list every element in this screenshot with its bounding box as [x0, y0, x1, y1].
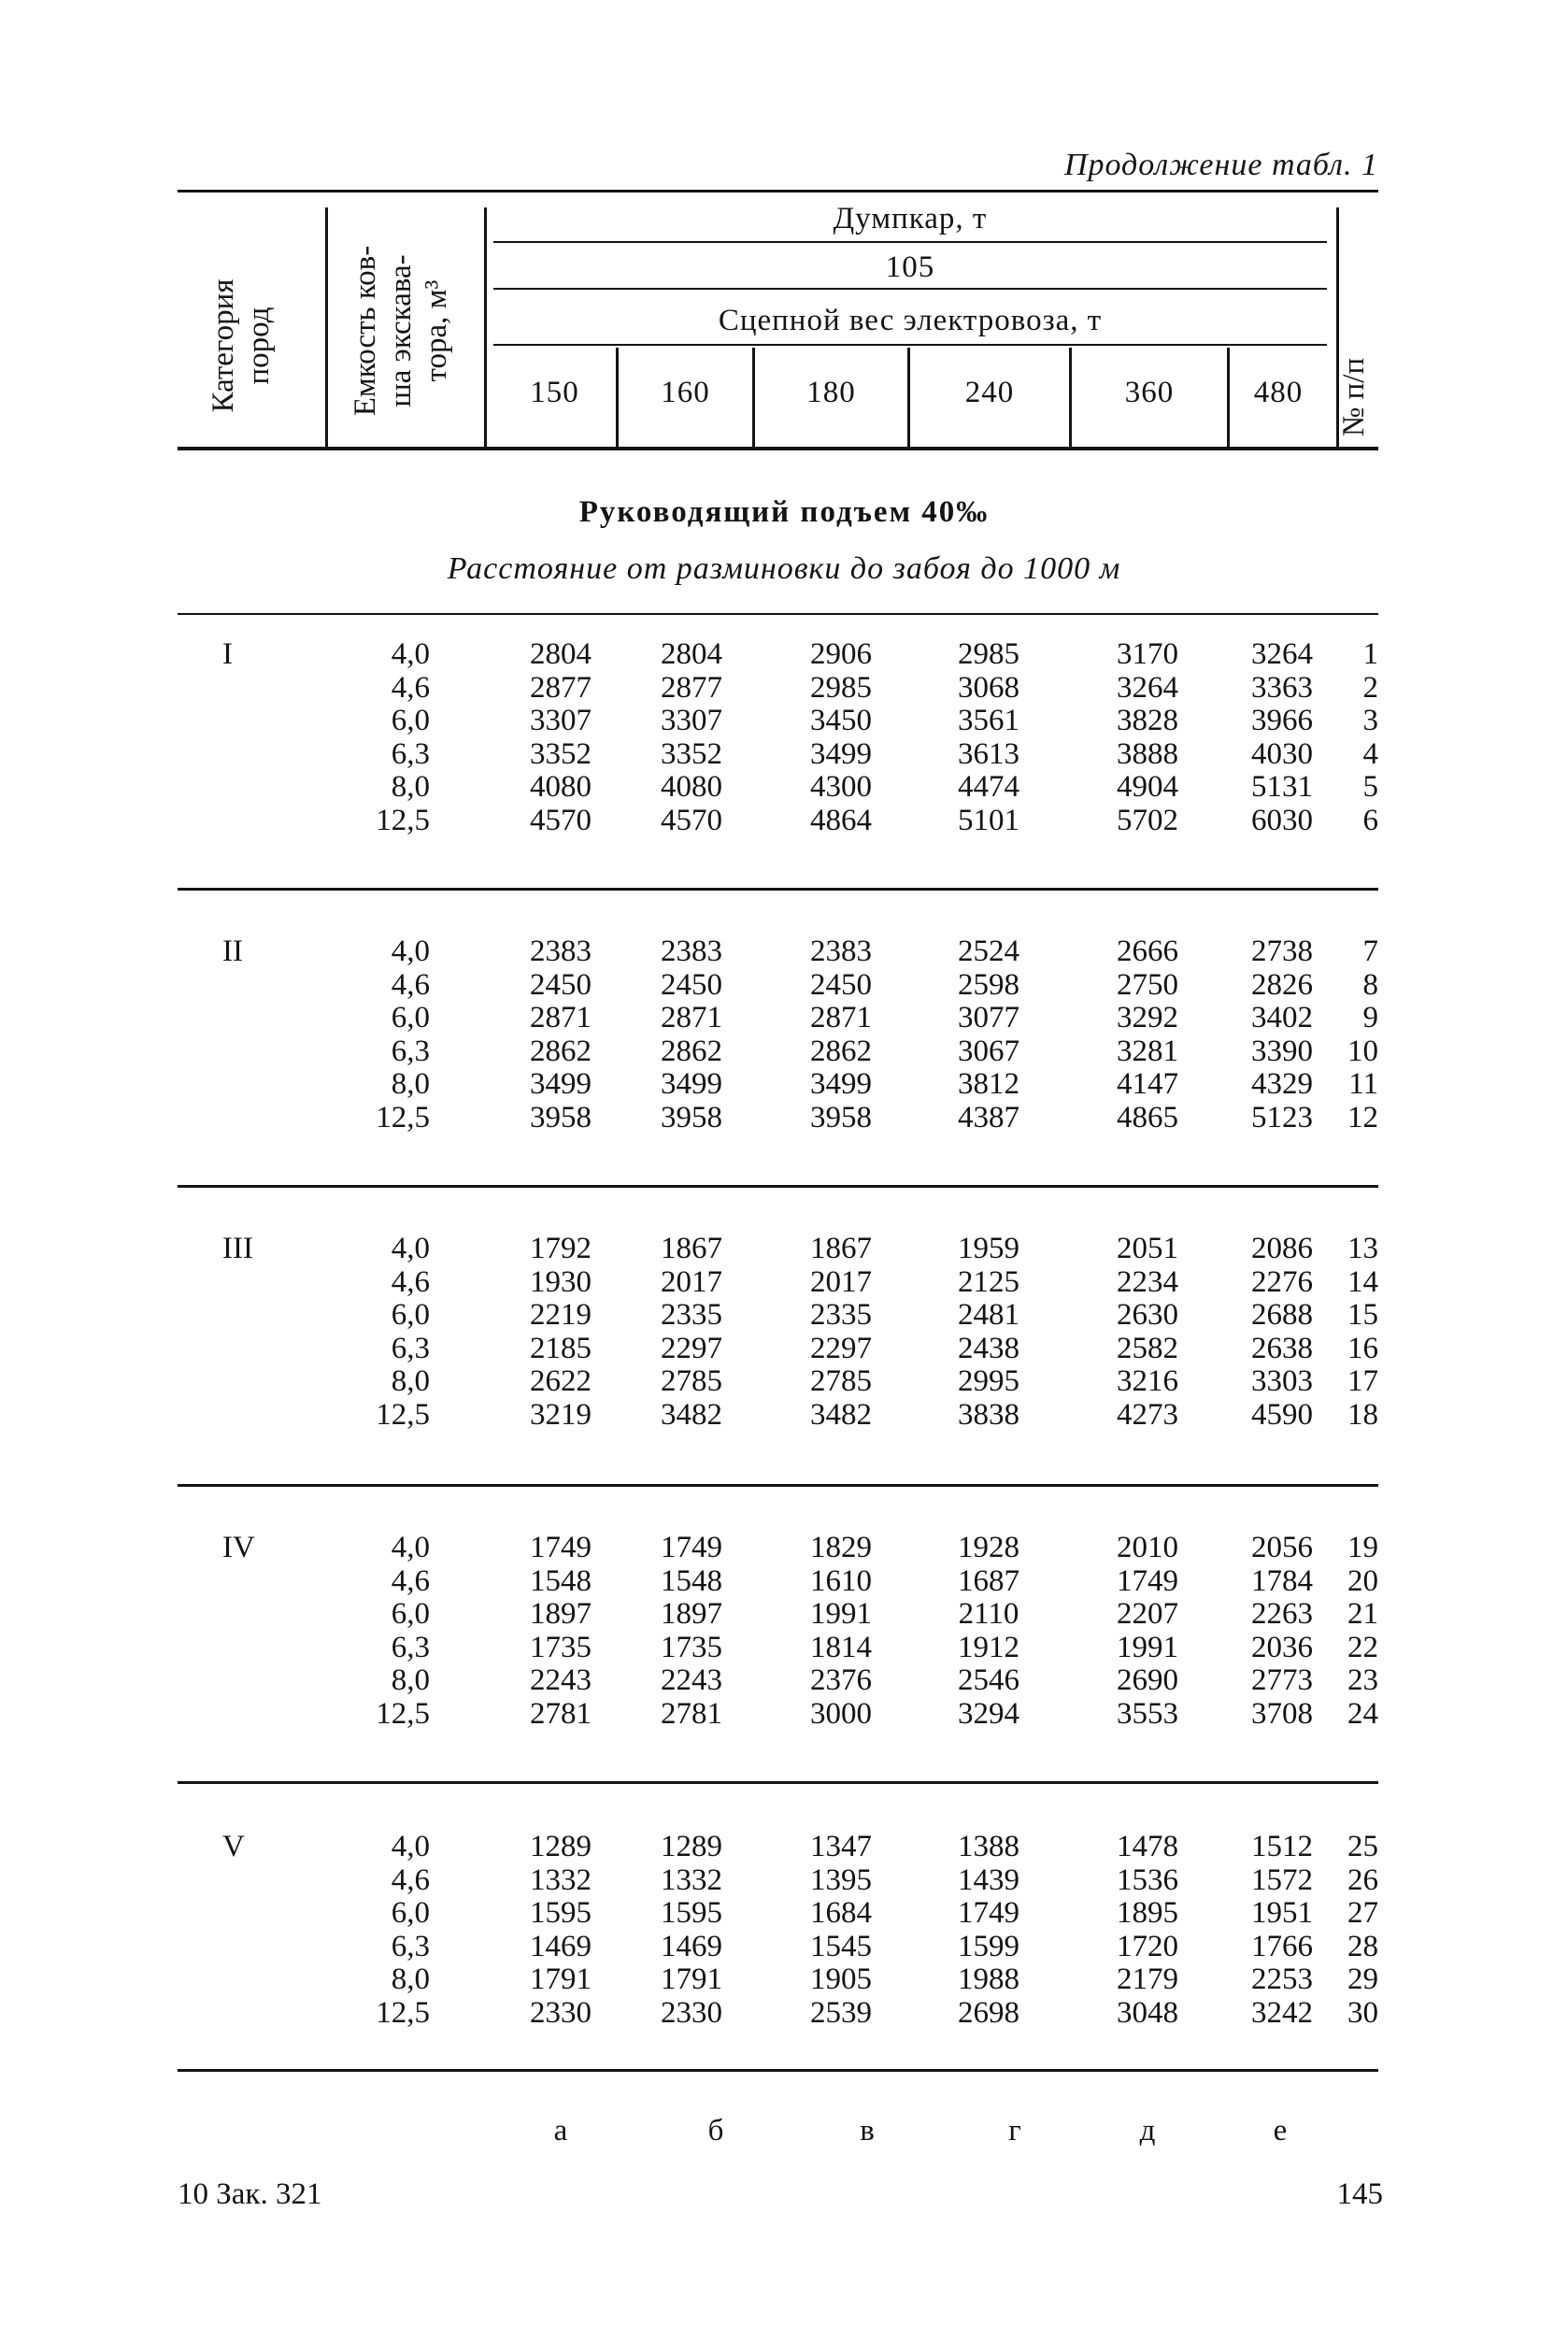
table-cell: 1928	[958, 1531, 1019, 1564]
table-cell: 3292	[1117, 1001, 1178, 1035]
table-cell: 2688	[1251, 1298, 1313, 1333]
category-label: II	[222, 935, 243, 968]
table-cell: 3499	[661, 1067, 722, 1102]
table-cell: 2330	[530, 1996, 592, 2030]
table-cell: 2056	[1251, 1531, 1313, 1564]
table-cell: 3966	[1251, 704, 1313, 738]
row-number: 27	[1347, 1896, 1378, 1931]
table-cell: 5101	[958, 804, 1019, 837]
table-cell: 6030	[1251, 804, 1313, 837]
table-cell: 2383	[530, 935, 592, 968]
table-cell: 3352	[530, 736, 592, 771]
table-cell: 1610	[810, 1563, 872, 1598]
table-cell: 3812	[958, 1067, 1019, 1102]
row-number: 29	[1347, 1962, 1378, 1997]
capacity-value: 4,6	[391, 1264, 430, 1299]
table-cell: 2862	[810, 1034, 872, 1068]
table-cell: 2376	[810, 1663, 872, 1698]
table-cell: 1951	[1251, 1896, 1313, 1931]
column-letter: б	[707, 2114, 724, 2147]
table-cell: 1959	[958, 1232, 1019, 1265]
table-cell: 1791	[661, 1962, 722, 1997]
table-cell: 4080	[530, 770, 592, 805]
row-number: 28	[1347, 1929, 1378, 1963]
header-rule-dumpcar	[493, 241, 1327, 243]
header-divider-1	[325, 207, 328, 447]
table-cell: 3390	[1251, 1034, 1313, 1068]
row-number: 21	[1347, 1597, 1378, 1632]
table-cell: 2276	[1251, 1264, 1313, 1299]
table-cell: 1930	[530, 1264, 592, 1299]
category-label: III	[222, 1232, 253, 1265]
table-cell: 3958	[530, 1101, 592, 1134]
capacity-value: 4,6	[391, 1563, 430, 1598]
table-cell: 1912	[958, 1630, 1019, 1664]
row-number: 25	[1347, 1830, 1378, 1863]
table-cell: 1735	[530, 1630, 592, 1664]
row-number: 2	[1362, 670, 1378, 705]
row-number: 9	[1362, 1001, 1378, 1035]
table-cell: 3048	[1117, 1996, 1178, 2030]
table-cell: 2297	[810, 1331, 872, 1365]
table-cell: 2622	[530, 1364, 592, 1399]
table-cell: 2995	[958, 1364, 1019, 1399]
row-number: 14	[1347, 1264, 1378, 1299]
table-cell: 2481	[958, 1298, 1019, 1333]
table-cell: 4865	[1117, 1101, 1178, 1134]
table-cell: 2017	[661, 1264, 722, 1299]
table-cell: 2781	[530, 1697, 592, 1731]
table-cell: 1599	[958, 1929, 1019, 1963]
table-cell: 1814	[810, 1630, 872, 1664]
table-cell: 2630	[1117, 1298, 1178, 1333]
header-weight-160: 160	[661, 376, 710, 409]
capacity-value: 6,0	[391, 1896, 430, 1931]
table-cell: 2253	[1251, 1962, 1313, 1997]
table-cell: 2804	[661, 637, 722, 671]
table-cell: 3363	[1251, 670, 1313, 705]
table-cell: 2871	[810, 1001, 872, 1035]
header-rule-coupling	[493, 344, 1327, 346]
header-dumpcar: Думпкар, т	[833, 202, 988, 235]
row-number: 23	[1347, 1663, 1378, 1698]
header-capacity	[348, 223, 456, 438]
section-rule-2	[178, 888, 1378, 891]
table-cell: 2051	[1117, 1232, 1178, 1265]
table-cell: 2785	[810, 1364, 872, 1399]
category-label: I	[222, 637, 233, 671]
header-number-label: № п/п	[1337, 357, 1371, 437]
header-category-line-2: пород	[242, 307, 276, 385]
capacity-value: 6,0	[391, 1597, 430, 1632]
capacity-value: 4,6	[391, 967, 430, 1002]
row-number: 19	[1347, 1531, 1378, 1564]
table-cell: 3828	[1117, 704, 1178, 738]
table-cell: 1388	[958, 1830, 1019, 1863]
capacity-value: 4,6	[391, 670, 430, 705]
table-cell: 1749	[661, 1531, 722, 1564]
table-cell: 3219	[530, 1398, 592, 1432]
table-cell: 3838	[958, 1398, 1019, 1432]
table-cell: 2335	[661, 1298, 722, 1333]
capacity-value: 12,5	[376, 804, 430, 837]
table-cell: 2862	[530, 1034, 592, 1068]
column-letter: а	[553, 2114, 568, 2147]
table-cell: 2871	[661, 1001, 722, 1035]
section-rule-4	[178, 1484, 1378, 1487]
table-cell: 3307	[661, 704, 722, 738]
header-weight-240: 240	[964, 376, 1015, 409]
table-cell: 2243	[661, 1663, 722, 1698]
table-cell: 1720	[1117, 1929, 1178, 1963]
category-label: IV	[222, 1531, 255, 1564]
table-cell: 2125	[958, 1264, 1019, 1299]
table-cell: 2871	[530, 1001, 592, 1035]
table-cell: 1595	[530, 1896, 592, 1931]
table-cell: 2330	[661, 1996, 722, 2030]
table-cell: 3281	[1117, 1034, 1178, 1068]
column-letter: д	[1139, 2114, 1156, 2147]
section-subtitle: Расстояние от разминовки до забоя до 1000 м	[447, 551, 1121, 586]
row-number: 18	[1347, 1398, 1378, 1432]
header-bottom-rule	[178, 447, 1378, 450]
table-cell: 2877	[530, 670, 592, 705]
table-cell: 1829	[810, 1531, 872, 1564]
header-weight-480: 480	[1253, 376, 1304, 409]
table-cell: 1988	[958, 1962, 1019, 1997]
table-cell: 3450	[810, 704, 872, 738]
row-number: 22	[1347, 1630, 1378, 1664]
capacity-value: 12,5	[376, 1101, 430, 1134]
table-cell: 3068	[958, 670, 1019, 705]
table-cell: 2750	[1117, 967, 1178, 1002]
table-cell: 2773	[1251, 1663, 1313, 1698]
page-number: 145	[1336, 2177, 1383, 2211]
table-cell: 1867	[661, 1232, 722, 1265]
capacity-value: 6,0	[391, 1298, 430, 1333]
table-cell: 4030	[1251, 736, 1313, 771]
row-number: 12	[1347, 1101, 1378, 1134]
row-number: 20	[1347, 1563, 1378, 1598]
header-capacity-line-3: тора, м³	[420, 279, 453, 382]
table-cell: 4387	[958, 1101, 1019, 1134]
table-cell: 1536	[1117, 1862, 1178, 1897]
table-cell: 1991	[810, 1597, 872, 1632]
table-cell: 4147	[1117, 1067, 1178, 1102]
table-cell: 2906	[810, 637, 872, 671]
capacity-value: 4,0	[391, 637, 430, 671]
header-category	[206, 238, 280, 453]
table-cell: 2698	[958, 1996, 1019, 2030]
table-cell: 2666	[1117, 935, 1178, 968]
table-cell: 3307	[530, 704, 592, 738]
capacity-value: 6,3	[391, 1630, 430, 1664]
capacity-value: 4,0	[391, 1232, 430, 1265]
table-cell: 3352	[661, 736, 722, 771]
table-cell: 4904	[1117, 770, 1178, 805]
table-cell: 1289	[661, 1830, 722, 1863]
capacity-value: 6,0	[391, 704, 430, 738]
table-cell: 2781	[661, 1697, 722, 1731]
table-cell: 4474	[958, 770, 1019, 805]
header-capacity-line-2: ша экскава-	[384, 254, 418, 407]
table-cell: 3613	[958, 736, 1019, 771]
table-cell: 2877	[661, 670, 722, 705]
table-cell: 2785	[661, 1364, 722, 1399]
capacity-value: 8,0	[391, 1663, 430, 1698]
row-number: 26	[1347, 1862, 1378, 1897]
capacity-value: 6,3	[391, 1034, 430, 1068]
table-cell: 1347	[810, 1830, 872, 1863]
table-cell: 3482	[810, 1398, 872, 1432]
table-cell: 2450	[661, 967, 722, 1002]
table-cell: 4080	[661, 770, 722, 805]
table-cell: 4590	[1251, 1398, 1313, 1432]
table-cell: 1595	[661, 1896, 722, 1931]
table-cell: 3216	[1117, 1364, 1178, 1399]
capacity-value: 8,0	[391, 770, 430, 805]
capacity-value: 8,0	[391, 1364, 430, 1399]
table-cell: 3958	[661, 1101, 722, 1134]
table-cell: 2524	[958, 935, 1019, 968]
row-number: 1	[1362, 637, 1378, 671]
table-cell: 3553	[1117, 1697, 1178, 1731]
table-cell: 2690	[1117, 1663, 1178, 1698]
row-number: 7	[1362, 935, 1378, 968]
table-cell: 3499	[810, 1067, 872, 1102]
capacity-value: 4,0	[391, 935, 430, 968]
table-cell: 3958	[810, 1101, 872, 1134]
header-number	[1336, 336, 1374, 458]
table-cell: 1735	[661, 1630, 722, 1664]
capacity-value: 12,5	[376, 1697, 430, 1731]
table-cell: 1548	[661, 1563, 722, 1598]
table-cell: 1439	[958, 1862, 1019, 1897]
table-cell: 1478	[1117, 1830, 1178, 1863]
table-cell: 2017	[810, 1264, 872, 1299]
row-number: 3	[1362, 704, 1378, 738]
table-cell: 4864	[810, 804, 872, 837]
table-cell: 3264	[1251, 637, 1313, 671]
table-cell: 1687	[958, 1563, 1019, 1598]
row-number: 16	[1347, 1331, 1378, 1365]
table-cell: 2243	[530, 1663, 592, 1698]
table-cell: 2297	[661, 1331, 722, 1365]
header-rule-105	[493, 288, 1327, 290]
section-rule-3	[178, 1185, 1378, 1188]
header-weight-360: 360	[1124, 376, 1175, 409]
table-cell: 1469	[661, 1929, 722, 1963]
section-title: Руководящий подъем 40‰	[578, 495, 990, 529]
table-cell: 3000	[810, 1697, 872, 1731]
table-cell: 2234	[1117, 1264, 1178, 1299]
table-cell: 1332	[661, 1862, 722, 1897]
table-cell: 1749	[1117, 1563, 1178, 1598]
table-cell: 1791	[530, 1962, 592, 1997]
row-number: 4	[1362, 736, 1378, 771]
table-cell: 4273	[1117, 1398, 1178, 1432]
table-cell: 2263	[1251, 1597, 1313, 1632]
table-cell: 3067	[958, 1034, 1019, 1068]
table-cell: 3402	[1251, 1001, 1313, 1035]
header-weight-150: 150	[530, 376, 579, 409]
row-number: 17	[1347, 1364, 1378, 1399]
row-number: 5	[1362, 770, 1378, 805]
table-cell: 1784	[1251, 1563, 1313, 1598]
table-cell: 1545	[810, 1929, 872, 1963]
table-cell: 2185	[530, 1331, 592, 1365]
header-category-line-1: Категория	[207, 278, 240, 413]
section-rule-6	[178, 2069, 1378, 2072]
row-number: 6	[1362, 804, 1378, 837]
table-cell: 2438	[958, 1331, 1019, 1365]
table-cell: 1905	[810, 1962, 872, 1997]
capacity-value: 8,0	[391, 1962, 430, 1997]
table-cell: 5123	[1251, 1101, 1313, 1134]
table-cell: 1684	[810, 1896, 872, 1931]
capacity-value: 6,3	[391, 736, 430, 771]
table-cell: 4300	[810, 770, 872, 805]
table-cell: 3242	[1251, 1996, 1313, 2030]
table-cell: 2219	[530, 1298, 592, 1333]
capacity-value: 6,0	[391, 1001, 430, 1035]
section-rule-5	[178, 1781, 1378, 1784]
table-cell: 3499	[530, 1067, 592, 1102]
table-cell: 5702	[1117, 804, 1178, 837]
table-cell: 1548	[530, 1563, 592, 1598]
table-cell: 2738	[1251, 935, 1313, 968]
table-cell: 1895	[1117, 1896, 1178, 1931]
table-cell: 3482	[661, 1398, 722, 1432]
table-cell: 1289	[530, 1830, 592, 1863]
table-cell: 2207	[1117, 1597, 1178, 1632]
category-label: V	[222, 1830, 245, 1863]
table-cell: 2036	[1251, 1630, 1313, 1664]
table-cell: 3888	[1117, 736, 1178, 771]
table-cell: 2985	[810, 670, 872, 705]
capacity-value: 12,5	[376, 1996, 430, 2030]
table-cell: 2638	[1251, 1331, 1313, 1365]
table-cell: 2804	[530, 637, 592, 671]
table-cell: 2450	[530, 967, 592, 1002]
table-cell: 3077	[958, 1001, 1019, 1035]
table-cell: 5131	[1251, 770, 1313, 805]
capacity-value: 6,3	[391, 1929, 430, 1963]
capacity-value: 4,0	[391, 1531, 430, 1564]
table-cell: 1867	[810, 1232, 872, 1265]
capacity-value: 4,6	[391, 1862, 430, 1897]
table-cell: 2383	[810, 935, 872, 968]
table-cell: 1469	[530, 1929, 592, 1963]
capacity-value: 12,5	[376, 1398, 430, 1432]
table-cell: 3499	[810, 736, 872, 771]
capacity-value: 8,0	[391, 1067, 430, 1102]
table-cell: 1766	[1251, 1929, 1313, 1963]
table-cell: 2862	[661, 1034, 722, 1068]
footer-left: 10 Зак. 321	[178, 2177, 322, 2211]
table-cell: 1572	[1251, 1862, 1313, 1897]
section-rule-1	[178, 613, 1378, 615]
table-cell: 2110	[958, 1597, 1019, 1632]
table-cell: 1395	[810, 1862, 872, 1897]
row-number: 10	[1347, 1034, 1378, 1068]
table-cell: 4570	[661, 804, 722, 837]
column-letter: г	[1008, 2114, 1021, 2147]
table-cell: 1332	[530, 1862, 592, 1897]
table-cell: 4570	[530, 804, 592, 837]
table-cell: 1512	[1251, 1830, 1313, 1863]
table-cell: 1897	[530, 1597, 592, 1632]
table-cell: 2383	[661, 935, 722, 968]
table-cell: 1897	[661, 1597, 722, 1632]
row-number: 24	[1347, 1697, 1378, 1731]
row-number: 13	[1347, 1232, 1378, 1265]
row-number: 11	[1348, 1067, 1378, 1102]
table-cell: 1792	[530, 1232, 592, 1265]
continuation-label: Продолжение табл. 1	[1063, 148, 1378, 182]
table-cell: 2826	[1251, 967, 1313, 1002]
table-cell: 1749	[958, 1896, 1019, 1931]
header-coupling-weight: Сцепной вес электровоза, т	[718, 304, 1103, 337]
table-cell: 3708	[1251, 1697, 1313, 1731]
table-cell: 3170	[1117, 637, 1178, 671]
table-cell: 2985	[958, 637, 1019, 671]
table-cell: 2539	[810, 1996, 872, 2030]
capacity-value: 4,0	[391, 1830, 430, 1863]
table-cell: 1749	[530, 1531, 592, 1564]
table-cell: 3303	[1251, 1364, 1313, 1399]
table-cell: 4329	[1251, 1067, 1313, 1102]
header-divider-2	[484, 207, 487, 447]
table-cell: 2086	[1251, 1232, 1313, 1265]
row-number: 15	[1347, 1298, 1378, 1333]
table-cell: 2598	[958, 967, 1019, 1002]
table-cell: 2450	[810, 967, 872, 1002]
column-letter: в	[860, 2114, 875, 2147]
row-number: 30	[1347, 1996, 1378, 2030]
header-capacity-line-1: Емкость ков-	[349, 245, 382, 417]
row-number: 8	[1362, 967, 1378, 1002]
capacity-value: 6,3	[391, 1331, 430, 1365]
table-cell: 2546	[958, 1663, 1019, 1698]
header-top-rule	[178, 190, 1378, 193]
header-dumpcar-value: 105	[885, 250, 935, 284]
column-letter: е	[1273, 2114, 1288, 2147]
table-cell: 3294	[958, 1697, 1019, 1731]
table-cell: 2010	[1117, 1531, 1178, 1564]
table-cell: 2179	[1117, 1962, 1178, 1997]
table-cell: 3561	[958, 704, 1019, 738]
table-cell: 2582	[1117, 1331, 1178, 1365]
header-weight-180: 180	[806, 376, 856, 409]
table-cell: 3264	[1117, 670, 1178, 705]
table-cell: 2335	[810, 1298, 872, 1333]
table-cell: 1991	[1117, 1630, 1178, 1664]
